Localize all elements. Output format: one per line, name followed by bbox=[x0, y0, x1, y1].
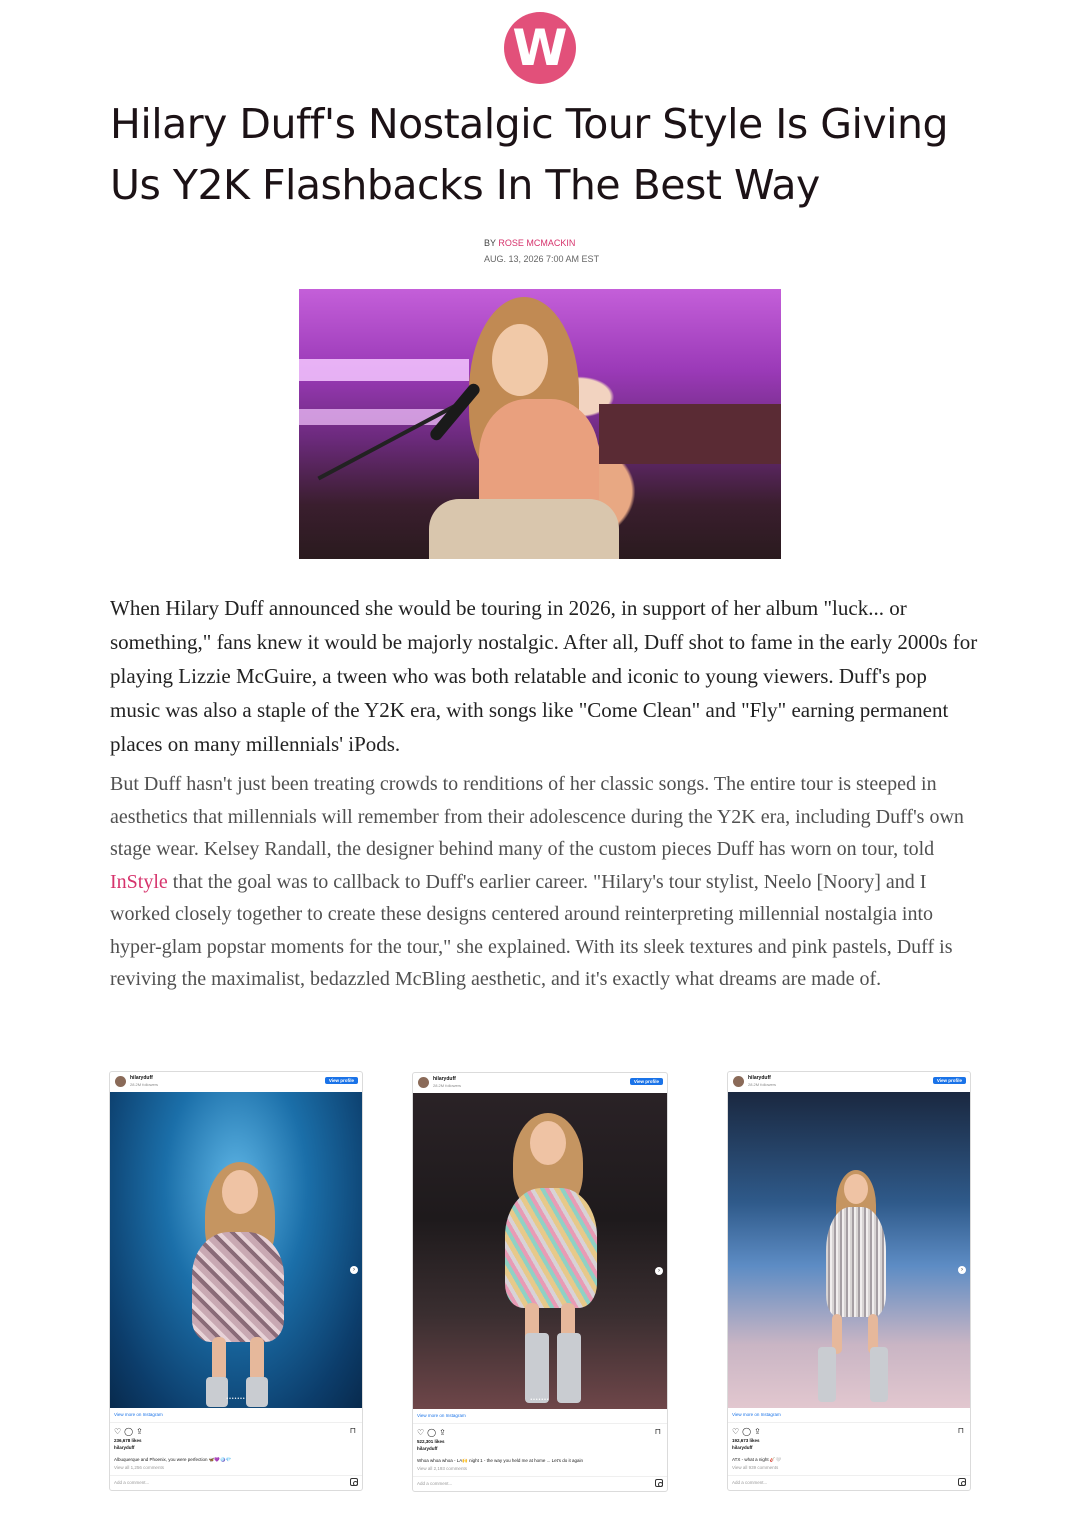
instagram-icon[interactable] bbox=[350, 1478, 358, 1486]
figure-leg bbox=[212, 1337, 226, 1382]
figure-pants bbox=[429, 499, 619, 559]
embed-photo[interactable] bbox=[110, 1092, 362, 1408]
instagram-icon[interactable] bbox=[655, 1479, 663, 1487]
figure-boot bbox=[818, 1347, 836, 1402]
embed-header bbox=[728, 1072, 970, 1092]
embed-header bbox=[413, 1073, 667, 1093]
view-more-link[interactable]: View more on Instagram bbox=[417, 1413, 466, 1418]
embed-username[interactable]: hilaryduff bbox=[433, 1076, 456, 1082]
embed-photo[interactable] bbox=[728, 1092, 970, 1408]
caption-text: ATX - what a night 🎸🤍 bbox=[732, 1457, 782, 1462]
divider bbox=[728, 1422, 970, 1423]
hero-image bbox=[299, 289, 781, 559]
view-comments-link[interactable]: View all 2,193 comments bbox=[417, 1466, 467, 1471]
action-icons[interactable]: ♡◯⇪ bbox=[114, 1427, 146, 1436]
embed-followers: 28.2M followers bbox=[433, 1083, 462, 1088]
view-profile-button[interactable]: View profile bbox=[325, 1077, 358, 1084]
figure-face bbox=[492, 324, 548, 396]
caption-username[interactable]: hilaryduff bbox=[417, 1446, 438, 1451]
bookmark-icon[interactable]: ⊓ bbox=[654, 1427, 661, 1436]
site-logo[interactable] bbox=[504, 12, 576, 84]
view-profile-button[interactable]: View profile bbox=[630, 1078, 663, 1085]
logo-letter: W bbox=[512, 19, 568, 77]
avatar[interactable] bbox=[115, 1076, 126, 1087]
embed-username[interactable]: hilaryduff bbox=[130, 1075, 153, 1081]
paragraph-text: But Duff hasn't just been treating crowds to renditions of her classic songs. The entire tour is steeped in aesthetics that millennials will remember from their adolescence during the Y2K era, including Duff's own stage wear. Kelsey Randall, the designer behind many of the custom pieces Duff has worn on tour, told bbox=[110, 773, 964, 860]
author-link[interactable]: ROSE MCMACKIN bbox=[498, 238, 576, 248]
bookmark-icon[interactable]: ⊓ bbox=[957, 1426, 964, 1435]
stage-light bbox=[299, 359, 469, 381]
instagram-embed bbox=[109, 1071, 363, 1491]
caption-username[interactable]: hilaryduff bbox=[732, 1445, 753, 1450]
likes-count: 522,301 likes bbox=[417, 1439, 445, 1444]
byline bbox=[484, 235, 599, 267]
add-comment-field[interactable]: Add a comment... bbox=[732, 1480, 768, 1485]
add-comment-field[interactable]: Add a comment... bbox=[417, 1481, 453, 1486]
paragraph-text: that the goal was to callback to Duff's earlier career. "Hilary's tour stylist, Neelo [Noory] and I worked closely together to create these designs centered around reinterpreting millennial nostalgia into hyper-glam popstar moments for the tour," she explained. With its sleek textures and pink pastels, Duff is reviving the maximalist, bedazzled McBling aesthetic, and it's exactly what dreams are made of. bbox=[110, 870, 953, 990]
figure-boot bbox=[246, 1377, 268, 1407]
view-more-link[interactable]: View more on Instagram bbox=[114, 1412, 163, 1417]
embed-username[interactable]: hilaryduff bbox=[748, 1075, 771, 1081]
likes-count: 236,678 likes bbox=[114, 1438, 142, 1443]
embed-photo[interactable] bbox=[413, 1093, 667, 1409]
stage-table bbox=[599, 404, 781, 464]
view-comments-link[interactable]: View all 939 comments bbox=[732, 1465, 779, 1470]
next-arrow-icon[interactable]: › bbox=[350, 1266, 358, 1274]
instagram-embed bbox=[727, 1071, 971, 1491]
figure-leg bbox=[250, 1337, 264, 1382]
caption-text: Albuquerque and Phoenix, you were perfection 🦋💜🪩💎 bbox=[114, 1457, 232, 1462]
article-headline: Hilary Duff's Nostalgic Tour Style Is Giving Us Y2K Flashbacks In The Best Way bbox=[110, 100, 949, 209]
figure-boot bbox=[206, 1377, 228, 1407]
figure-boot bbox=[870, 1347, 888, 1402]
caption-username[interactable]: hilaryduff bbox=[114, 1445, 135, 1450]
divider bbox=[110, 1475, 362, 1476]
divider bbox=[413, 1476, 667, 1477]
divider bbox=[413, 1423, 667, 1424]
figure-dress bbox=[826, 1207, 886, 1317]
view-comments-link[interactable]: View all 1,256 comments bbox=[114, 1465, 164, 1470]
bookmark-icon[interactable]: ⊓ bbox=[349, 1426, 356, 1435]
caption-text: Whoa whoa whoa - LA🙌 night 1 - the way you held me at home ... Let's do it again bbox=[417, 1458, 584, 1463]
view-profile-button[interactable]: View profile bbox=[933, 1077, 966, 1084]
publish-date: AUG. 13, 2026 7:00 AM EST bbox=[484, 254, 600, 264]
figure-boot bbox=[557, 1333, 581, 1403]
next-arrow-icon[interactable]: › bbox=[655, 1267, 663, 1275]
next-arrow-icon[interactable]: › bbox=[958, 1266, 966, 1274]
byline-prefix: BY bbox=[484, 238, 499, 248]
figure-face bbox=[844, 1174, 868, 1204]
article-paragraph-2 bbox=[110, 768, 980, 996]
article-paragraph-1: When Hilary Duff announced she would be touring in 2026, in support of her album "luck... or something," fans knew it would be majorly nostalgic. After all, Duff shot to fame in the early 2000s for playing Lizzie McGuire, a tween who was both relatable and iconic to young viewers. Duff's pop music was also a staple of the Y2K era, with songs like "Come Clean" and "Fly" earning permanent places on many millennials' iPods. bbox=[110, 596, 978, 756]
embed-followers: 28.2M followers bbox=[130, 1082, 159, 1087]
carousel-dots: ••••••• bbox=[226, 1396, 246, 1402]
embed-header bbox=[110, 1072, 362, 1092]
divider bbox=[110, 1422, 362, 1423]
likes-count: 192,673 likes bbox=[732, 1438, 760, 1443]
instagram-embed bbox=[412, 1072, 668, 1492]
action-icons[interactable]: ♡◯⇪ bbox=[732, 1427, 764, 1436]
figure-dress bbox=[505, 1188, 597, 1308]
divider bbox=[728, 1475, 970, 1476]
figure-boot bbox=[525, 1333, 549, 1403]
carousel-dots: ••••••• bbox=[530, 1397, 550, 1403]
view-more-link[interactable]: View more on Instagram bbox=[732, 1412, 781, 1417]
avatar[interactable] bbox=[418, 1077, 429, 1088]
figure-dress bbox=[192, 1232, 284, 1342]
avatar[interactable] bbox=[733, 1076, 744, 1087]
figure-face bbox=[530, 1121, 566, 1165]
embed-followers: 28.2M followers bbox=[748, 1082, 777, 1087]
figure-face bbox=[222, 1170, 258, 1214]
instyle-link[interactable]: InStyle bbox=[110, 870, 168, 893]
add-comment-field[interactable]: Add a comment... bbox=[114, 1480, 150, 1485]
action-icons[interactable]: ♡◯⇪ bbox=[417, 1428, 449, 1437]
instagram-icon[interactable] bbox=[958, 1478, 966, 1486]
